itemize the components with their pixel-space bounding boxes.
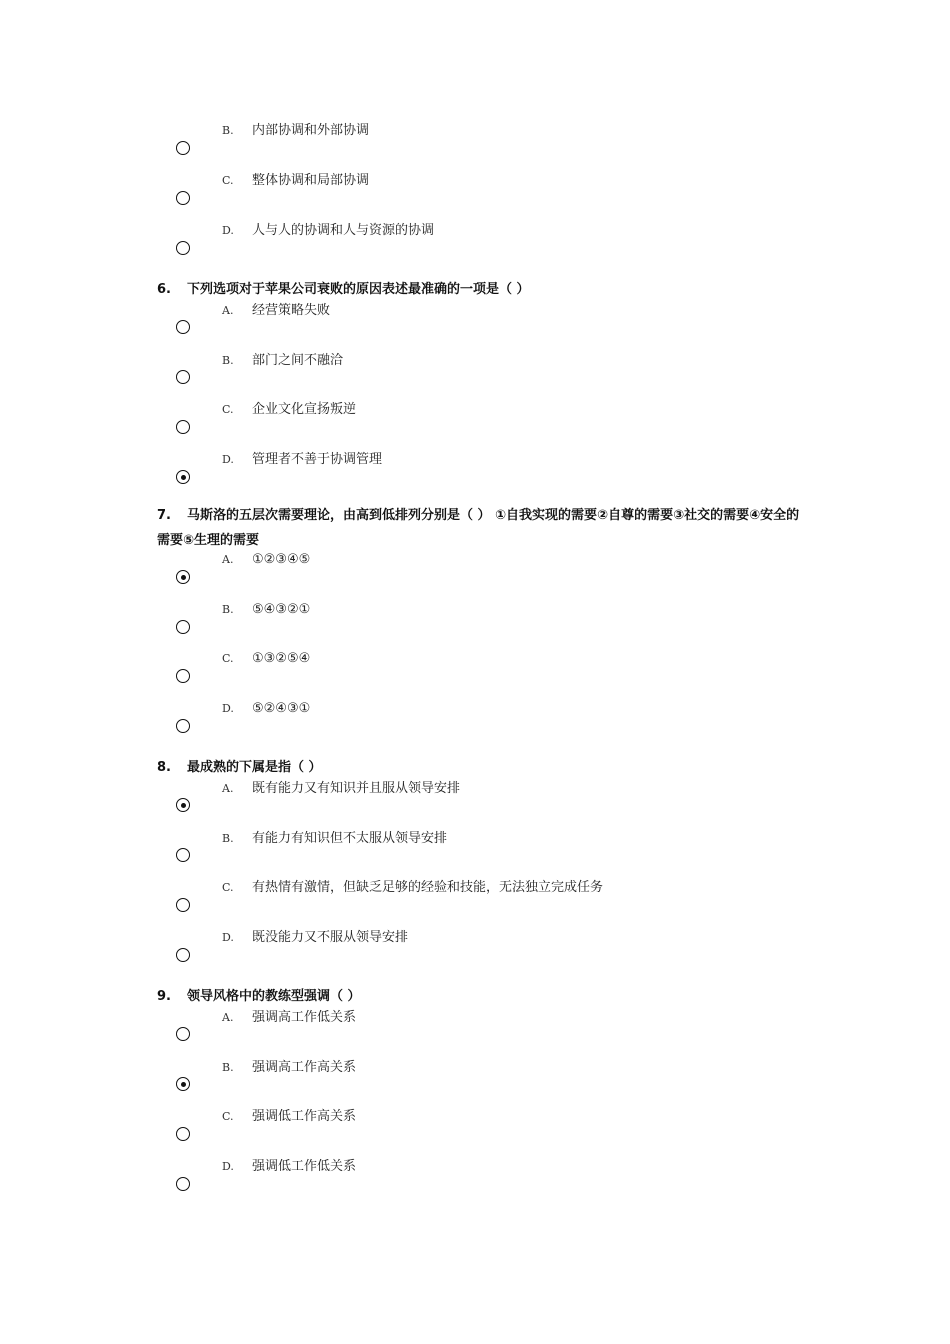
q5-radio-c[interactable]: [176, 191, 190, 205]
q8-option-d: [222, 929, 408, 947]
option-text: ①③②⑤④: [252, 651, 311, 666]
option-letter: B.: [222, 832, 234, 845]
q6-radio-a[interactable]: [176, 320, 190, 334]
option-letter: B.: [222, 354, 234, 367]
q8-radio-c[interactable]: [176, 898, 190, 912]
option-letter: A.: [222, 553, 234, 566]
q9-title: [157, 984, 807, 1009]
q9-radio-c[interactable]: [176, 1127, 190, 1141]
q9-option-b: [222, 1059, 356, 1077]
option-text: ⑤②④③①: [252, 701, 311, 716]
option-letter: C.: [222, 881, 234, 894]
q8-radio-a[interactable]: [176, 798, 190, 812]
q7-title: [157, 503, 807, 553]
q6-radio-c[interactable]: [176, 420, 190, 434]
q9-radio-d[interactable]: [176, 1177, 190, 1191]
question-text: 领导风格中的教练型强调（ ）: [187, 989, 361, 1004]
option-text: 强调低工作低关系: [252, 1159, 357, 1174]
question-number: 6.: [157, 282, 171, 297]
q9-option-c: [222, 1108, 356, 1126]
q5-option-c: [222, 172, 369, 190]
question-number: 9.: [157, 989, 171, 1004]
question-number: 7.: [157, 508, 171, 523]
option-text: 既有能力又有知识并且服从领导安排: [252, 781, 461, 796]
q8-option-b: [222, 830, 447, 848]
q5-option-b: [222, 122, 369, 140]
q9-radio-b[interactable]: [176, 1077, 190, 1091]
option-text: 内部协调和外部协调: [252, 123, 370, 138]
option-text: 经营策略失败: [252, 303, 331, 318]
question-text: 最成熟的下属是指（ ）: [187, 760, 322, 775]
q5-option-d: [222, 222, 434, 240]
q7-radio-d[interactable]: [176, 719, 190, 733]
option-text: 部门之间不融洽: [252, 353, 344, 368]
q6-radio-b[interactable]: [176, 370, 190, 384]
option-text: 管理者不善于协调管理: [252, 452, 383, 467]
q5-radio-b[interactable]: [176, 141, 190, 155]
q8-radio-b[interactable]: [176, 848, 190, 862]
option-text: 有能力有知识但不太服从领导安排: [252, 831, 448, 846]
q6-radio-d[interactable]: [176, 470, 190, 484]
q7-option-c: [222, 650, 310, 668]
option-letter: D.: [222, 224, 234, 237]
q8-option-a: [222, 780, 460, 798]
q8-option-c: [222, 879, 603, 897]
q6-title: [157, 277, 807, 302]
q7-radio-c[interactable]: [176, 669, 190, 683]
option-letter: C.: [222, 403, 234, 416]
q9-option-d: [222, 1158, 356, 1176]
option-text: 强调高工作低关系: [252, 1010, 357, 1025]
q8-title: [157, 755, 807, 780]
q6-option-c: [222, 401, 356, 419]
option-letter: C.: [222, 174, 234, 187]
option-letter: A.: [222, 304, 234, 317]
option-text: 整体协调和局部协调: [252, 173, 370, 188]
q7-option-d: [222, 700, 310, 718]
option-text: 企业文化宣扬叛逆: [252, 402, 357, 417]
q6-option-b: [222, 352, 343, 370]
option-letter: B.: [222, 1061, 234, 1074]
question-text: 下列选项对于苹果公司衰败的原因表述最准确的一项是（ ）: [187, 282, 530, 297]
option-letter: D.: [222, 453, 234, 466]
option-letter: C.: [222, 1110, 234, 1123]
q6-option-a: [222, 302, 330, 320]
option-letter: B.: [222, 603, 234, 616]
option-text: ⑤④③②①: [252, 602, 311, 617]
question-number: 8.: [157, 760, 171, 775]
option-text: 既没能力又不服从领导安排: [252, 930, 409, 945]
option-text: 有热情有激情，但缺乏足够的经验和技能，无法独立完成任务: [252, 880, 604, 895]
q7-radio-b[interactable]: [176, 620, 190, 634]
q6-option-d: [222, 451, 382, 469]
option-text: 强调高工作高关系: [252, 1060, 357, 1075]
option-text: ①②③④⑤: [252, 552, 311, 567]
option-letter: C.: [222, 652, 234, 665]
q5-radio-d[interactable]: [176, 241, 190, 255]
question-text: 马斯洛的五层次需要理论，由高到低排列分别是（ ） ①自我实现的需要②自尊的需要③社交的需要④安全的需要⑤生理的需要: [157, 508, 800, 548]
q8-radio-d[interactable]: [176, 948, 190, 962]
option-text: 强调低工作高关系: [252, 1109, 357, 1124]
option-letter: A.: [222, 782, 234, 795]
option-letter: A.: [222, 1011, 234, 1024]
q7-option-b: [222, 601, 310, 619]
q7-radio-a[interactable]: [176, 570, 190, 584]
q7-option-a: [222, 551, 310, 569]
option-letter: D.: [222, 1160, 234, 1173]
option-letter: B.: [222, 124, 234, 137]
q9-radio-a[interactable]: [176, 1027, 190, 1041]
option-letter: D.: [222, 931, 234, 944]
option-letter: D.: [222, 702, 234, 715]
q9-option-a: [222, 1009, 356, 1027]
option-text: 人与人的协调和人与资源的协调: [252, 223, 435, 238]
